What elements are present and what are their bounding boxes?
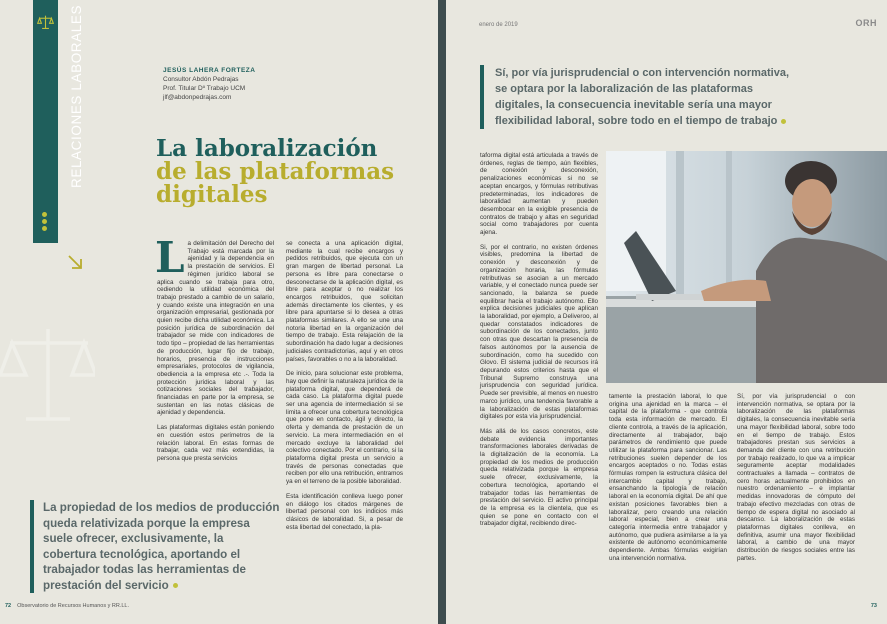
body-column xyxy=(737,393,855,569)
footer-text: Observatorio de Recursos Humanos y RR.LL. xyxy=(17,603,130,609)
title-line: La laboralización xyxy=(156,135,378,162)
page-footer xyxy=(5,603,129,609)
body-column xyxy=(609,393,727,569)
pull-quote: La propiedad de los medios de producción queda relativizada porque la empresa suele ofrecer, exclusivamente, la cobertura tecnológica, aportando el trabajador todas las herramientas de prestación del servicio xyxy=(30,500,280,593)
body-paragraph: tamente la prestación laboral, lo que origina una ajenidad en la marca – el capital de la plataforma - que controla toda esta información de mercado. El cliente controla, a través de la aplicación, directamente al trabajador, bajo parámetros de rendimiento que puede utilizar la plataforma para sancionar. Las retribuciones suelen depender de los encargos aceptados o no. Todas estas fórmulas rompen la estructura clásica del intercambio capital y trabajo, ensanchando la tipología de relación laboral en la economía digital. De ahí que existan posiciones favorables bien a laboralizar, pero creando una relación laboral especial, bien a crear una categoría intermedia entre trabajador y autónomo, que pudiera asimilarse a la ya existente de autónomo económicamente dependiente. Ambas fórmulas exigirían una intervención normativa. xyxy=(609,393,727,562)
body-column xyxy=(155,233,274,470)
photo-man-laptop xyxy=(606,151,887,383)
body-paragraph: se conecta a una aplicación digital, mediante la cual recibe encargos y pedidos retribuidos, que ejecuta con un gran margen de libertad personal. La persona es libre para conectarse o desconectarse de la aplicación digital, es libre para aceptar o no realizar los encargos retribuidos, que solicitan además directamente los clientes, y es libre para apuntarse si lo desea a otras plataformas similares. A ello se une una notoria libertad en la organización del tiempo de trabajo. Esta relajación de la subordinación ha dado lugar a decisiones judiciales contradictorias, aquí y en otros países, favorables o no a la laboralidad. xyxy=(286,240,403,363)
scales-watermark-icon xyxy=(0,325,95,425)
body-paragraph: Más allá de los casos concretos, este debate evidencia importantes transformaciones laborales derivadas de la digitalización de la economía. La propiedad de los medios de producción queda relativizada porque la empresa suele ofrecer, exclusivamente, la cobertura tecnológica, aportando el trabajador todas las herramientas de prestación del servicio. El activo principal de la empresa es la clientela, que es quien se pone en contacto con el trabajador digital, recibiendo direc- xyxy=(480,427,598,528)
body-paragraph: La delimitación del Derecho del Trabajo está marcada por la ajenidad y la dependencia en la prestación de servicios. El régimen jurídico laboral se aplica cuando se trabaja para otro, cediendo la utilidad económica del trabajo prestado a cambio de un salario, y cuando existe una integración en una organización empresarial, gestionada por quien recibe dicha utilidad económica. La posición jurídica de subordinación del trabajador se mide con indicadores de todo tipo – propiedad de las herramientas de producción, lugar fijo de trabajo, horarios, presencia de instrucciones empresariales, protocolos de vigilancia, obediencia a la empresa etc .-. Toda la protección jurídica laboral y las cotizaciones sociales del trabajador, financiadas en parte por la empresa, se sustentan en las notas clásicas de ajenidad y dependencia. xyxy=(155,233,274,417)
section-label: RELACIONES LABORALES xyxy=(69,4,84,188)
spine xyxy=(438,0,446,624)
body-paragraph: Sí, por vía jurisprudencial o con intervención normativa, se optara por la laboralización de las plataformas digitales, la consecuencia inevitable sería una mayor flexibilidad laboral, sobre todo en el tiempo de trabajo. Estos trabajadores prestan sus servicios a demanda del cliente con una retribución por trabajo realizado, lo que va a implicar seguramente aceptar modalidades contractuales a llamada – contratos de cero horas actualmente prohibidos en nuestro ordenamiento – e implantar medidas innovadoras de cómputo del trabajo efectivo mezcladas con otras de tiempo de espera digital no asociado al descanso. La laboralización de estas plataformas digitales conlleva, en definitiva, asumir una mayor flexibilidad laboral, a cambio de una mayor distribución de riesgos sociales entre las partes. xyxy=(737,393,855,562)
page-number: 73 xyxy=(870,603,877,609)
pull-quote: Sí, por vía jurisprudencial o con intervención normativa, se optara por la laboralización de las plataformas digitales, la consecuencia inevitable sería una mayor flexibilidad laboral, sobre todo en el tiempo de trabajo xyxy=(480,65,800,129)
logo: ORH xyxy=(855,18,877,28)
bullet-dot-icon xyxy=(42,212,49,233)
title-line: digitales xyxy=(156,181,268,208)
scales-icon xyxy=(37,14,54,31)
left-page xyxy=(0,0,438,624)
body-column xyxy=(286,240,403,538)
body-paragraph: De inicio, para solucionar este problema, hay que definir la naturaleza jurídica de la plataforma digital, que dependerá de cada caso. La plataforma digital puede ser una agencia de intermediación si se limita a ofrecer una cobertura tecnológica que pone en contacto, ágil y directo, la oferta y demanda de prestación de un servicio. La mera intermediación en el mercado excluye la laboralidad del colectivo conectado. Por el contrario, si la plataforma digital presta un servicio a través de personas conectadas que reciben por ello una retribución, entramos ya en el terreno de la posible laboralidad. xyxy=(286,370,403,486)
body-paragraph: Las plataformas digitales están poniendo en cuestión estos perímetros de la relación laboral. En estas formas de trabajar, cada vez más extendidas, la persona que presta servicios xyxy=(157,424,274,462)
body-paragraph: Esta identificación conlleva luego poner en diálogo los citados márgenes de libertad personal con los indicios más clásicos de laboralidad. Si, a pesar de esta libertad del conectado, la pla- xyxy=(286,492,403,531)
section-sidebar xyxy=(33,0,84,243)
issue-date: enero de 2019 xyxy=(479,22,518,28)
dropcap: L xyxy=(155,233,185,282)
author-role: Consultor Abdón Pedrajas xyxy=(163,76,239,83)
body-paragraph: taforma digital está articulada a través de órdenes, reglas de tiempo, aún flexibles, de conexión y desconexión, penalizaciones económicas si no se aceptan encargos, y fórmulas retributivas predeterminadas, los indicadores de laboralidad aumentan y pueden desembocar en la exigible presencia de contratos de trabajo y altas en seguridad social como trabajadores por cuenta ajena. xyxy=(480,152,598,237)
body-paragraph: Si, por el contrario, no existen órdenes visibles, predomina la libertad de conexión y desconexión y de organización horaria, las fórmulas retributivas se asocian a un mercado variable, y el conectado nunca puede ser sancionado, la balanza se puede equilibrar hacia el trabajo autónomo. Ello explica decisiones judiciales que aplican la laboralidad, por ejemplo, a Deliveroo, al quedar constatados indicadores de subordinación de los conectados, junto con otras que descartan la presencia de falsos autónomos por la ausencia de subordinación, como ha sucedido con Glovo. El sistema judicial de recursos irá depurando estos criterios hasta que el Tribunal Supremo construya una jurisprudencia con seguridad jurídica. Puede ser previsible, al menos en nuestro marco jurídico, una tendencia favorable a la laboralización de estas plataformas digitales por esta vía jurisprudencial. xyxy=(480,243,598,421)
author-role: Prof. Titular Dº Trabajo UCM xyxy=(163,85,246,92)
author-block xyxy=(163,66,255,102)
arrow-down-right-icon xyxy=(67,254,83,270)
bullet-dot-icon xyxy=(781,119,786,124)
title-line: de las plataformas xyxy=(156,158,395,185)
article-title xyxy=(156,137,394,206)
bullet-dot-icon xyxy=(173,583,178,588)
author-name: JESÚS LAHERA FORTEZA xyxy=(163,67,256,74)
page-number: 72 xyxy=(5,603,12,609)
author-email[interactable]: jlf@abdonpedrajas.com xyxy=(163,94,232,101)
body-column xyxy=(480,152,598,535)
